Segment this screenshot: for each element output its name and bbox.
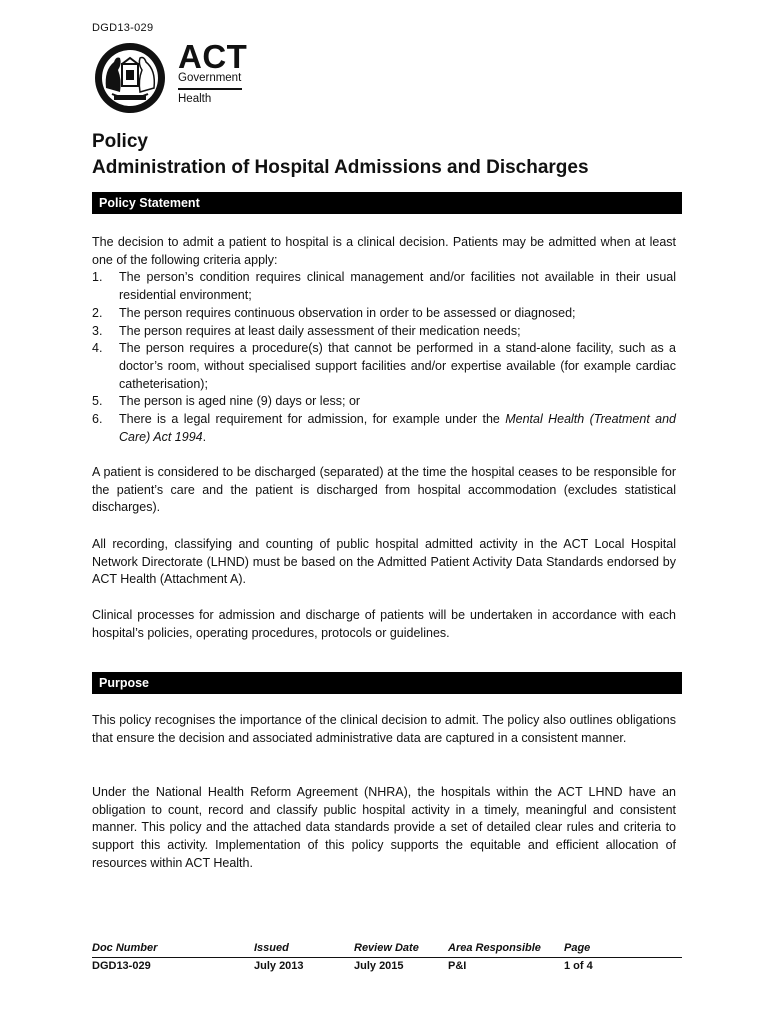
policy-statement-body	[92, 234, 676, 446]
footer-divider	[92, 957, 682, 958]
footer-label-area: Area Responsible	[448, 942, 541, 954]
logo-wordmark	[178, 38, 248, 106]
footer-label-page: Page	[564, 942, 591, 954]
doc-id: DGD13-029	[92, 22, 154, 34]
footer-area: P&I	[448, 960, 467, 972]
logo-health: Health	[178, 92, 212, 105]
policy-intro: The decision to admit a patient to hospital is a clinical decision. Patients may be admitted when at least one of the following criteria apply:	[92, 235, 676, 267]
footer-issued: July 2013	[254, 960, 304, 972]
logo-act: ACT	[178, 38, 248, 75]
footer-label-review-date: Review Date	[354, 942, 419, 954]
coat-of-arms-icon	[92, 40, 168, 116]
footer-review-date: July 2015	[354, 960, 404, 972]
doc-type-title: Policy	[92, 131, 148, 152]
section-heading-policy-statement: Policy Statement	[92, 192, 682, 214]
criteria-item: 5. The person is aged nine (9) days or less; or	[92, 394, 361, 409]
recording-paragraph: All recording, classifying and counting of public hospital admitted activity in the ACT Local Hospital Network Directorate (LHND) must be based on the Admitted Patient Activity Data Standards endorsed by ACT Health (Attachment A).	[92, 537, 676, 587]
criteria-item: 3. The person requires at least daily assessment of their medication needs;	[92, 323, 521, 338]
act-health-logo	[92, 40, 252, 114]
act-title: Mental Health (Treatment and Care) Act 1994	[119, 412, 677, 444]
criteria-item: 2. The person requires continuous observation in order to be assessed or diagnosed;	[92, 305, 576, 320]
purpose-paragraph-2: Under the National Health Reform Agreement (NHRA), the hospitals within the ACT LHND have an obligation to count, record and classify public hospital activity in a timely, meaningful and consistent manner. This policy and the attached data standards provide a set of detailed clear rules and criteria to support this activity. Implementation of this policy supports the equitable and efficient allocation of resources within ACT Health.	[92, 785, 676, 870]
section-heading-purpose: Purpose	[92, 672, 682, 694]
footer-label-issued: Issued	[254, 942, 289, 954]
footer-doc-number: DGD13-029	[92, 960, 151, 972]
footer-value-row	[92, 960, 682, 974]
clinical-paragraph: Clinical processes for admission and discharge of patients will be undertaken in accordance with each hospital’s policies, operating procedures, protocols or guidelines.	[92, 608, 676, 640]
logo-government: Government	[178, 72, 242, 84]
criteria-item: 1. The person’s condition requires clinical management and/or facilities not available in their usual residential environment;	[92, 270, 676, 303]
footer-header-row	[92, 942, 682, 956]
criteria-item: 4. The person requires a procedure(s) that cannot be performed in a stand-alone facility, such as a doctor’s room, without specialised support facilities and/or expertise available (for example cardiac catheterisation);	[92, 341, 676, 391]
footer-page: 1 of 4	[564, 960, 593, 972]
doc-title: Administration of Hospital Admissions and Discharges	[92, 157, 589, 178]
logo-divider	[178, 88, 242, 90]
purpose-paragraph-1: This policy recognises the importance of the clinical decision to admit. The policy also outlines obligations that ensure the decision and associated administrative data are captured in a consistent manner.	[92, 713, 676, 745]
document-footer	[92, 942, 682, 974]
footer-label-doc-number: Doc Number	[92, 942, 158, 954]
criteria-list	[92, 269, 676, 446]
criteria-item: 6. There is a legal requirement for admission, for example under the Mental Health (Treatment and Care) Act 1994.	[92, 412, 677, 444]
discharge-paragraph: A patient is considered to be discharged (separated) at the time the hospital ceases to be responsible for the patient’s care and the patient is discharged from hospital accommodation (excludes statistical discharges).	[92, 465, 676, 515]
